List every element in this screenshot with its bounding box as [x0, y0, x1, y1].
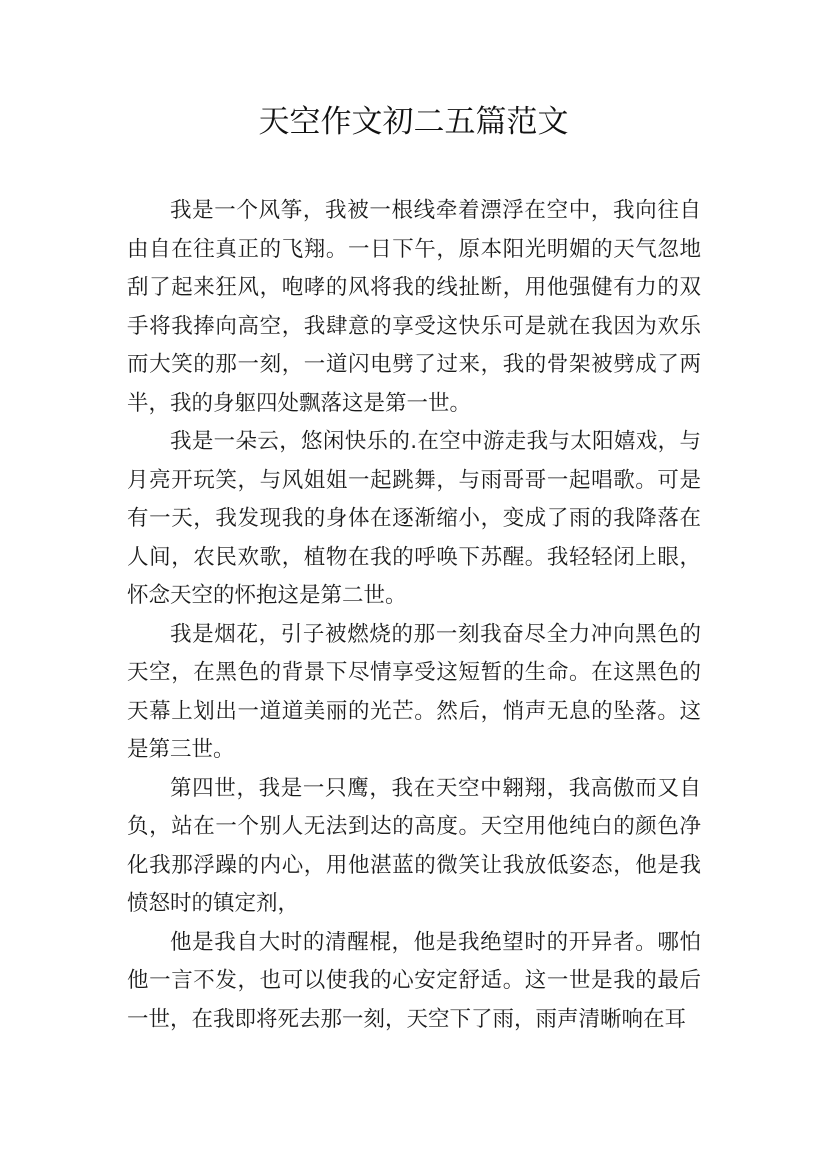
paragraph-2: 我是一朵云，悠闲快乐的.在空中游走我与太阳嬉戏，与月亮开玩笑，与风姐姐一起跳舞，与雨哥哥一起唱歌。可是有一天，我发现我的身体在逐渐缩小，变成了雨的我降落在人间，农民欢歌，植物在我的呼唤下苏醒。我轻轻闭上眼，怀念天空的怀抱这是第二世。 — [127, 429, 701, 608]
document-body — [127, 192, 701, 1039]
paragraph-5: 他是我自大时的清醒棍，他是我绝望时的开异者。哪怕他一言不发，也可以使我的心安定舒适。这一世是我的最后一世，在我即将死去那一刻，天空下了雨，雨声清晰响在耳 — [127, 929, 701, 1032]
document-title: 天空作文初二五篇范文 — [258, 104, 569, 140]
paragraph-3: 我是烟花，引子被燃烧的那一刻我奋尽全力冲向黑色的天空，在黑色的背景下尽情享受这短暂的生命。在这黑色的天幕上划出一道道美丽的光芒。然后，悄声无息的坠落。这是第三世。 — [127, 621, 701, 762]
paragraph-1: 我是一个风筝，我被一根线牵着漂浮在空中，我向往自由自在往真正的飞翔。一日下午，原本阳光明媚的天气忽地刮了起来狂风，咆哮的风将我的线扯断，用他强健有力的双手将我捧向高空，我肆意的享受这快乐可是就在我因为欢乐而大笑的那一刻，一道闪电劈了过来，我的骨架被劈成了两半，我的身躯四处飘落这是第一世。 — [127, 198, 701, 416]
paragraph-4: 第四世，我是一只鹰，我在天空中翱翔，我高傲而又自负，站在一个别人无法到达的高度。天空用他纯白的颜色净化我那浮躁的内心，用他湛蓝的微笑让我放低姿态，他是我愤怒时的镇定剂， — [127, 775, 701, 916]
